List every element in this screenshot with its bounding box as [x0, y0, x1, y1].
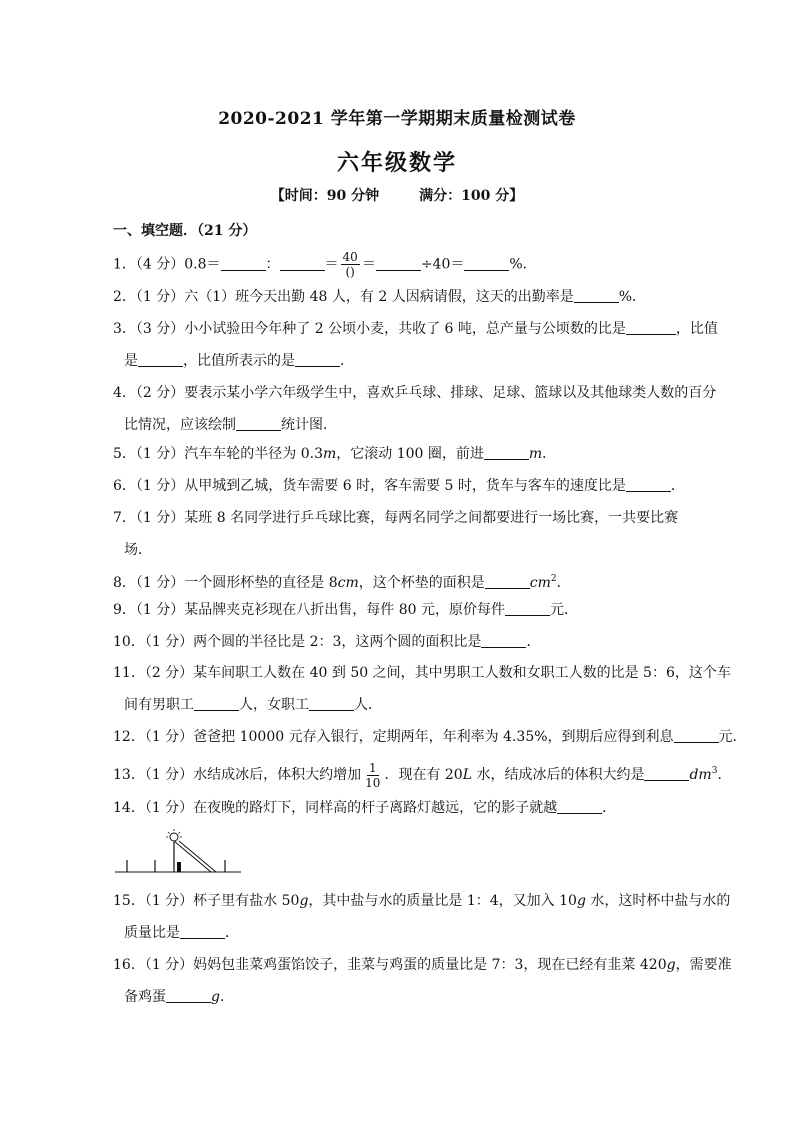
question-4: 4．（2 分）要表示某小学六年级学生中，喜欢乒乓球、排球、足球、篮球以及其他球类人数的百分	[113, 385, 717, 401]
answer-blank[interactable]	[295, 352, 340, 367]
question-12: 12．（1 分）爸爸把 10000 元存入银行，定期两年，年利率为 4.35%，到期后应得到利息 元．	[113, 729, 747, 745]
lamp-bulb-icon	[170, 833, 178, 841]
answer-blank[interactable]	[481, 633, 526, 648]
light-ray	[179, 841, 216, 872]
question-3-continued: 是 ，比值所表示的是 ．	[124, 353, 354, 369]
answer-blank[interactable]	[194, 696, 239, 711]
question-15: 15．（1 分）杯子里有盐水 50g，其中盐与水的质量比是 1：4，又加入 10g 水，这时杯中盐与水的	[113, 893, 731, 909]
answer-blank[interactable]	[309, 696, 354, 711]
question-11-continued: 间有男职工 人，女职工 人．	[124, 697, 382, 713]
fraction: $\frac{40}{()}$	[342, 250, 358, 279]
exam-score: 满分：100 分】	[419, 188, 524, 204]
question-7: 7．（1 分）某班 8 名同学进行乒乓球比赛，每两名同学之间都要进行一场比赛，一共要比赛	[113, 510, 679, 526]
answer-blank[interactable]	[484, 445, 529, 460]
question-7-continued: 场．	[124, 542, 152, 558]
question-11: 11．（2 分）某车间职工人数在 40 到 50 之间，其中男职工人数和女职工人数的比是 5：6，这个车	[113, 665, 731, 681]
street-lamp-figure	[113, 826, 243, 882]
exam-time: 【时间：90 分钟	[270, 188, 380, 204]
answer-blank[interactable]	[557, 799, 602, 814]
question-16-continued: 备鸡蛋 g．	[124, 989, 234, 1005]
answer-blank[interactable]	[485, 574, 530, 589]
question-1: 1．（4 分）0.8＝ ： ＝ $\frac{40}{()}$ ＝ ÷40＝ %．	[113, 250, 537, 279]
answer-blank[interactable]	[138, 352, 183, 367]
question-16: 16．（1 分）妈妈包韭菜鸡蛋馅饺子，韭菜与鸡蛋的质量比是 7：3，现在已经有韭菜 420g，需要准	[113, 957, 732, 973]
answer-blank[interactable]	[166, 988, 211, 1003]
answer-blank[interactable]	[180, 924, 225, 939]
question-15-continued: 质量比是 ．	[124, 925, 239, 941]
exam-title: 2020-2021 学年第一学期期末质量检测试卷	[218, 109, 576, 129]
answer-blank[interactable]	[236, 416, 281, 431]
answer-blank[interactable]	[464, 256, 509, 271]
exam-info	[0, 185, 794, 205]
question-6: 6．（1 分）从甲城到乙城，货车需要 6 时，客车需要 5 时，货车与客车的速度比是 ．	[113, 478, 685, 494]
question-9: 9．（1 分）某品牌夹克衫现在八折出售，每件 80 元，原价每件 元．	[113, 602, 578, 618]
question-13: 13．（1 分）水结成冰后，体积大约增加 $\frac{1}{10}$ ．现在有 20L 水，结成冰后的体积大约是 $dm^3$．	[113, 760, 732, 790]
answer-blank[interactable]	[644, 766, 689, 781]
answer-blank[interactable]	[280, 256, 325, 271]
street-lamp-diagram	[113, 826, 243, 878]
question-8: 8．（1 分）一个圆形杯垫的直径是 8cm，这个杯垫的面积是 $cm^2$．	[113, 574, 571, 591]
answer-blank[interactable]	[221, 256, 266, 271]
pole-with-shadow	[177, 862, 181, 872]
answer-blank[interactable]	[574, 288, 619, 303]
question-2: 2．（1 分）六（1）班今天出勤 48 人，有 2 人因病请假，这天的出勤率是 %．	[113, 289, 647, 305]
subject-title: 六年级数学	[336, 150, 457, 176]
question-4-continued: 比情况，应该绘制 统计图．	[124, 417, 337, 433]
question-10: 10．（1 分）两个圆的半径比是 2：3，这两个圆的面积比是 ．	[113, 634, 541, 650]
fraction: $\frac{1}{10}$	[365, 760, 381, 790]
answer-blank[interactable]	[626, 320, 676, 335]
question-3: 3．（3 分）小小试验田今年种了 2 公顷小麦，共收了 6 吨，总产量与公顷数的比是 ，比值	[113, 321, 718, 337]
answer-blank[interactable]	[505, 601, 550, 616]
question-14: 14．（1 分）在夜晚的路灯下，同样高的杆子离路灯越远，它的影子就越 ．	[113, 800, 617, 816]
answer-blank[interactable]	[674, 728, 719, 743]
section-heading: 一、填空题．（21 分）	[113, 223, 257, 239]
question-5: 5．（1 分）汽车车轮的半径为 0.3m，它滚动 100 圈，前进 m．	[113, 446, 557, 462]
answer-blank[interactable]	[626, 477, 671, 492]
answer-blank[interactable]	[376, 256, 421, 271]
